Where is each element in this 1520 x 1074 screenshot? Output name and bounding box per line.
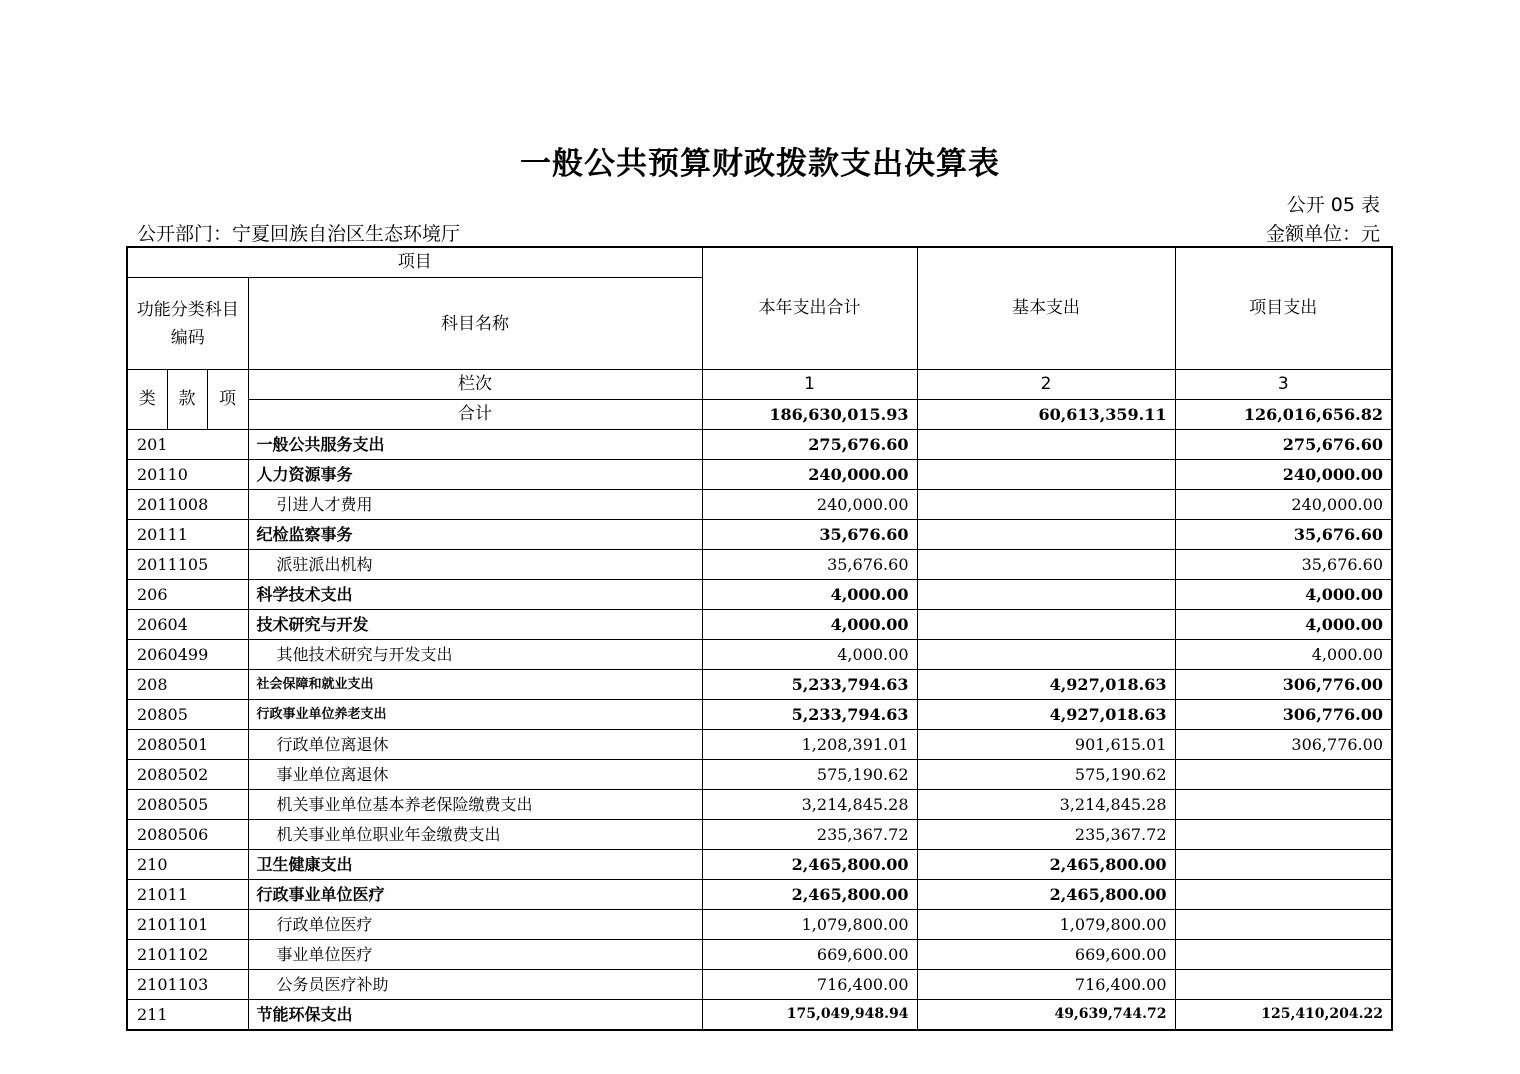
table-row bbox=[127, 640, 1392, 670]
row-basic: 1,079,800.00 bbox=[917, 910, 1175, 940]
row-basic: 716,400.00 bbox=[917, 970, 1175, 1000]
row-subject-name: 行政事业单位医疗 bbox=[248, 880, 702, 910]
row-code: 2080505 bbox=[127, 790, 248, 820]
row-basic bbox=[917, 610, 1175, 640]
row-total: 240,000.00 bbox=[702, 490, 917, 520]
table-row bbox=[127, 910, 1392, 940]
row-code: 20111 bbox=[127, 520, 248, 550]
row-total: 2,465,800.00 bbox=[702, 850, 917, 880]
row-project: 275,676.60 bbox=[1175, 430, 1392, 460]
row-subject-name: 行政单位离退休 bbox=[248, 730, 702, 760]
row-project bbox=[1175, 940, 1392, 970]
row-code: 211 bbox=[127, 1000, 248, 1031]
header-lei: 类 bbox=[127, 370, 167, 430]
table-row bbox=[127, 730, 1392, 760]
row-subject-name: 派驻派出机构 bbox=[248, 550, 702, 580]
total-basic: 60,613,359.11 bbox=[917, 400, 1175, 430]
row-subject-name: 机关事业单位基本养老保险缴费支出 bbox=[248, 790, 702, 820]
table-row bbox=[127, 580, 1392, 610]
table-row bbox=[127, 820, 1392, 850]
row-code: 2101101 bbox=[127, 910, 248, 940]
table-row bbox=[127, 490, 1392, 520]
table-row bbox=[127, 460, 1392, 490]
row-code: 20110 bbox=[127, 460, 248, 490]
table-row bbox=[127, 1000, 1392, 1031]
row-project bbox=[1175, 970, 1392, 1000]
row-basic bbox=[917, 460, 1175, 490]
row-subject-name: 社会保障和就业支出 bbox=[248, 670, 702, 700]
col-number-3: 3 bbox=[1175, 370, 1392, 400]
row-subject-name: 事业单位医疗 bbox=[248, 940, 702, 970]
row-code: 2080501 bbox=[127, 730, 248, 760]
total-label: 合计 bbox=[248, 400, 702, 430]
row-total: 1,079,800.00 bbox=[702, 910, 917, 940]
row-total: 240,000.00 bbox=[702, 460, 917, 490]
row-project bbox=[1175, 850, 1392, 880]
row-code: 2060499 bbox=[127, 640, 248, 670]
table-row bbox=[127, 940, 1392, 970]
row-project bbox=[1175, 760, 1392, 790]
row-basic: 3,214,845.28 bbox=[917, 790, 1175, 820]
row-total: 2,465,800.00 bbox=[702, 880, 917, 910]
row-total: 575,190.62 bbox=[702, 760, 917, 790]
row-total: 35,676.60 bbox=[702, 520, 917, 550]
row-subject-name: 其他技术研究与开发支出 bbox=[248, 640, 702, 670]
row-subject-name: 一般公共服务支出 bbox=[248, 430, 702, 460]
row-code: 21011 bbox=[127, 880, 248, 910]
table-row bbox=[127, 790, 1392, 820]
header-xiang: 项 bbox=[207, 370, 248, 430]
row-subject-name: 机关事业单位职业年金缴费支出 bbox=[248, 820, 702, 850]
table-row bbox=[127, 610, 1392, 640]
col-number-2: 2 bbox=[917, 370, 1175, 400]
row-code: 2011105 bbox=[127, 550, 248, 580]
row-project bbox=[1175, 880, 1392, 910]
form-number: 公开 05 表 bbox=[1286, 194, 1380, 216]
row-total: 5,233,794.63 bbox=[702, 700, 917, 730]
table-row bbox=[127, 850, 1392, 880]
row-subject-name: 公务员医疗补助 bbox=[248, 970, 702, 1000]
expenditure-table bbox=[126, 246, 1393, 1031]
header-func-code: 功能分类科目编码 bbox=[127, 278, 248, 370]
col-number-1: 1 bbox=[702, 370, 917, 400]
row-subject-name: 卫生健康支出 bbox=[248, 850, 702, 880]
header-kuan: 款 bbox=[167, 370, 207, 430]
header-project: 项目支出 bbox=[1175, 247, 1392, 370]
row-basic: 901,615.01 bbox=[917, 730, 1175, 760]
row-project: 306,776.00 bbox=[1175, 730, 1392, 760]
row-project: 240,000.00 bbox=[1175, 490, 1392, 520]
row-total: 4,000.00 bbox=[702, 610, 917, 640]
row-subject-name: 科学技术支出 bbox=[248, 580, 702, 610]
row-project: 35,676.60 bbox=[1175, 520, 1392, 550]
row-code: 20805 bbox=[127, 700, 248, 730]
row-project: 306,776.00 bbox=[1175, 670, 1392, 700]
row-total: 4,000.00 bbox=[702, 640, 917, 670]
table-row bbox=[127, 670, 1392, 700]
row-code: 208 bbox=[127, 670, 248, 700]
row-code: 2080506 bbox=[127, 820, 248, 850]
row-code: 2101102 bbox=[127, 940, 248, 970]
row-total: 4,000.00 bbox=[702, 580, 917, 610]
row-project: 306,776.00 bbox=[1175, 700, 1392, 730]
row-basic bbox=[917, 550, 1175, 580]
table-row bbox=[127, 700, 1392, 730]
total-project: 126,016,656.82 bbox=[1175, 400, 1392, 430]
row-project: 125,410,204.22 bbox=[1175, 1000, 1392, 1031]
row-project: 4,000.00 bbox=[1175, 640, 1392, 670]
unit-label: 金额单位：元 bbox=[1265, 223, 1380, 245]
row-basic: 575,190.62 bbox=[917, 760, 1175, 790]
table-row bbox=[127, 550, 1392, 580]
row-total: 235,367.72 bbox=[702, 820, 917, 850]
row-basic: 4,927,018.63 bbox=[917, 700, 1175, 730]
row-basic bbox=[917, 520, 1175, 550]
row-basic: 235,367.72 bbox=[917, 820, 1175, 850]
row-subject-name: 人力资源事务 bbox=[248, 460, 702, 490]
row-project: 240,000.00 bbox=[1175, 460, 1392, 490]
row-total: 669,600.00 bbox=[702, 940, 917, 970]
row-project bbox=[1175, 820, 1392, 850]
row-code: 20604 bbox=[127, 610, 248, 640]
row-code: 2011008 bbox=[127, 490, 248, 520]
row-basic: 669,600.00 bbox=[917, 940, 1175, 970]
table-row bbox=[127, 880, 1392, 910]
row-code: 201 bbox=[127, 430, 248, 460]
row-project bbox=[1175, 790, 1392, 820]
row-subject-name: 纪检监察事务 bbox=[248, 520, 702, 550]
row-basic: 49,639,744.72 bbox=[917, 1000, 1175, 1031]
row-basic bbox=[917, 490, 1175, 520]
table-row bbox=[127, 430, 1392, 460]
row-total: 3,214,845.28 bbox=[702, 790, 917, 820]
row-code: 206 bbox=[127, 580, 248, 610]
row-code: 210 bbox=[127, 850, 248, 880]
row-total: 716,400.00 bbox=[702, 970, 917, 1000]
header-item: 项目 bbox=[127, 247, 702, 278]
department-label: 公开部门：宁夏回族自治区生态环境厅 bbox=[137, 223, 461, 245]
row-total: 35,676.60 bbox=[702, 550, 917, 580]
table-row bbox=[127, 760, 1392, 790]
row-code: 2101103 bbox=[127, 970, 248, 1000]
row-project bbox=[1175, 910, 1392, 940]
row-total: 175,049,948.94 bbox=[702, 1000, 917, 1031]
row-subject-name: 行政事业单位养老支出 bbox=[248, 700, 702, 730]
row-basic bbox=[917, 430, 1175, 460]
header-total: 本年支出合计 bbox=[702, 247, 917, 370]
row-basic: 4,927,018.63 bbox=[917, 670, 1175, 700]
row-total: 5,233,794.63 bbox=[702, 670, 917, 700]
row-basic bbox=[917, 580, 1175, 610]
row-subject-name: 事业单位离退休 bbox=[248, 760, 702, 790]
row-basic bbox=[917, 640, 1175, 670]
header-basic: 基本支出 bbox=[917, 247, 1175, 370]
row-total: 275,676.60 bbox=[702, 430, 917, 460]
row-project: 4,000.00 bbox=[1175, 610, 1392, 640]
row-subject-name: 引进人才费用 bbox=[248, 490, 702, 520]
row-subject-name: 节能环保支出 bbox=[248, 1000, 702, 1031]
row-total: 1,208,391.01 bbox=[702, 730, 917, 760]
row-subject-name: 行政单位医疗 bbox=[248, 910, 702, 940]
row-project: 35,676.60 bbox=[1175, 550, 1392, 580]
total-sum: 186,630,015.93 bbox=[702, 400, 917, 430]
row-project: 4,000.00 bbox=[1175, 580, 1392, 610]
row-basic: 2,465,800.00 bbox=[917, 850, 1175, 880]
page-title: 一般公共预算财政拨款支出决算表 bbox=[520, 146, 1000, 182]
header-subject-name: 科目名称 bbox=[248, 278, 702, 370]
row-basic: 2,465,800.00 bbox=[917, 880, 1175, 910]
row-subject-name: 技术研究与开发 bbox=[248, 610, 702, 640]
row-code: 2080502 bbox=[127, 760, 248, 790]
header-lanci: 栏次 bbox=[248, 370, 702, 400]
table-row bbox=[127, 520, 1392, 550]
table-row bbox=[127, 970, 1392, 1000]
